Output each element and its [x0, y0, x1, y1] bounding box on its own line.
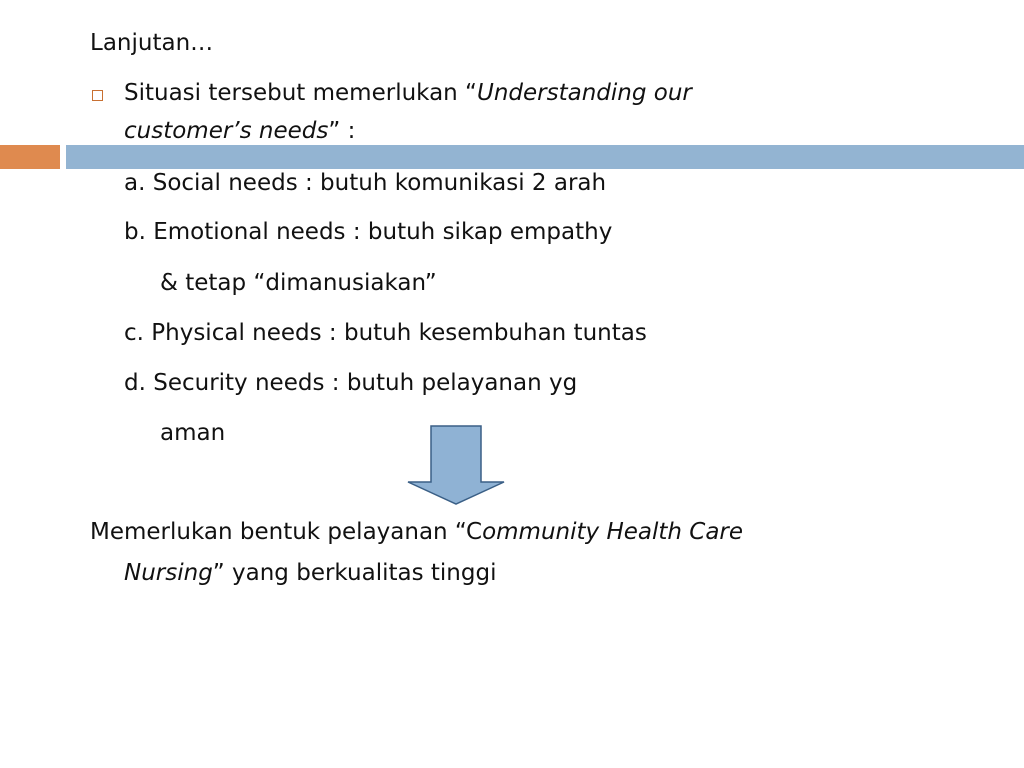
hollow-square-bullet-icon [92, 90, 103, 101]
conclusion-line-2 [124, 558, 496, 588]
need-item-c: c. Physical needs : butuh kesembuhan tuntas [124, 320, 647, 346]
conclusion-line-1 [90, 517, 743, 547]
conclusion-prefix: Memerlukan bentuk pelayanan “C [90, 519, 483, 545]
bullet-text-line-2 [124, 116, 355, 146]
conclusion-italic-2: Nursing [124, 560, 213, 586]
bullet-text-italic-2: customer’s needs [124, 118, 329, 144]
need-item-d-line-1: d. Security needs : butuh pelayanan yg [124, 370, 578, 396]
need-item-d-line-2: aman [160, 420, 226, 446]
conclusion-suffix: ” yang berkualitas tinggi [212, 560, 497, 586]
need-item-a: a. Social needs : butuh komunikasi 2 arah [124, 170, 607, 196]
need-item-b-line-2: & tetap “dimanusiakan” [160, 270, 437, 296]
accent-bar-orange [0, 145, 60, 169]
down-arrow-icon [406, 424, 506, 506]
slide-title: Lanjutan… [90, 30, 214, 56]
bullet-text-prefix: Situasi tersebut memerlukan “ [124, 80, 477, 106]
bullet-text-italic-1: Understanding our [476, 80, 692, 106]
bullet-text-suffix: ” : [328, 118, 356, 144]
accent-bar-blue [66, 145, 1024, 169]
conclusion-italic-1: ommunity Health Care [482, 519, 744, 545]
bullet-text-line-1 [124, 78, 692, 108]
need-item-b-line-1: b. Emotional needs : butuh sikap empathy [124, 219, 613, 245]
